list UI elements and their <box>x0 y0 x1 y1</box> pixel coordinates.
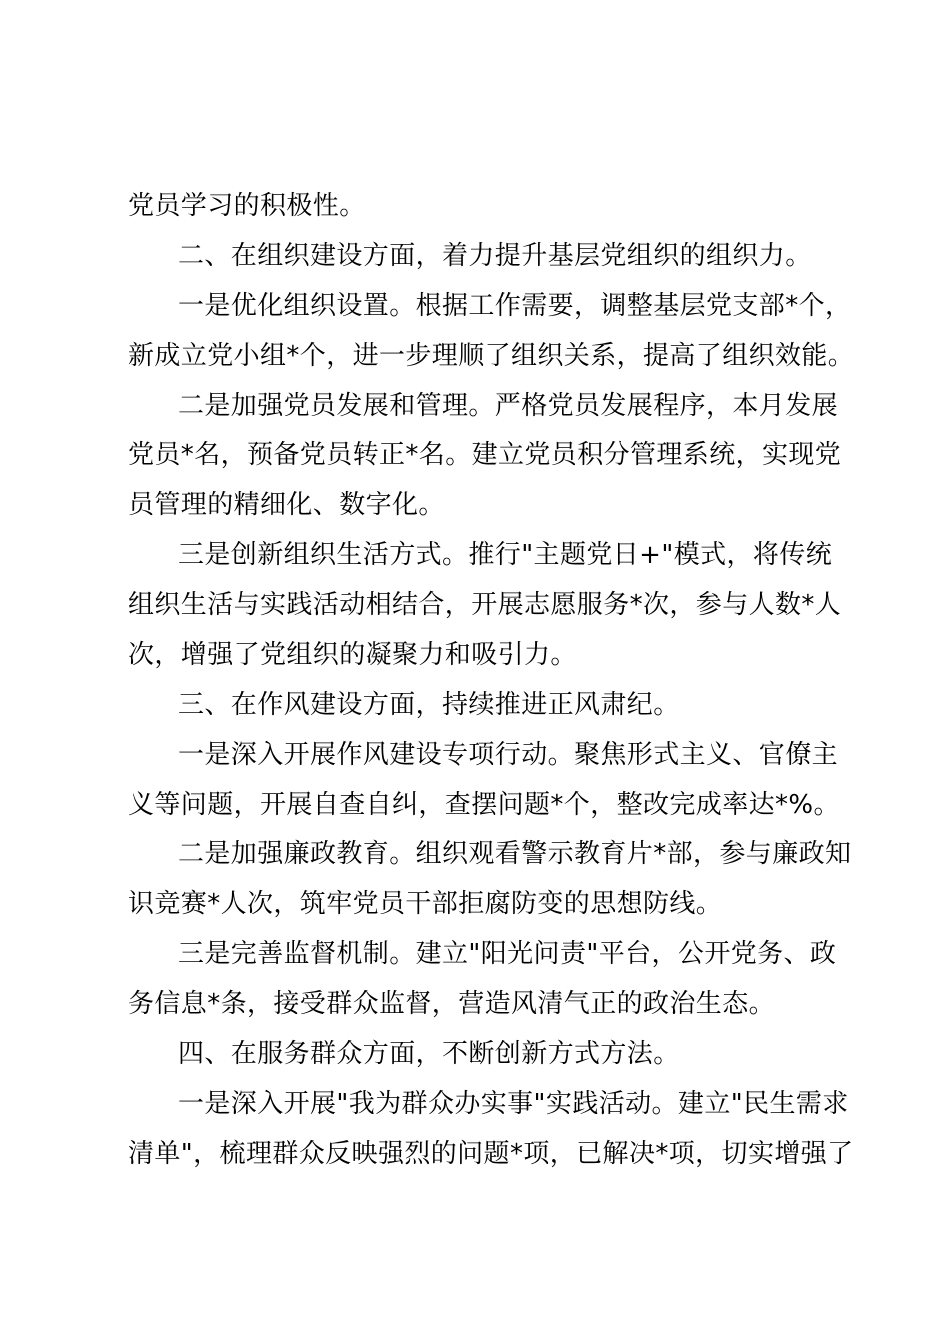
text-line: 清单"，梳理群众反映强烈的问题*项，已解决*项，切实增强了 <box>128 1139 854 1169</box>
text-line: 一是优化组织设置。根据工作需要，调整基层党支部*个， <box>178 291 852 321</box>
section-heading: 二、在组织建设方面，着力提升基层党组织的组织力。 <box>178 241 812 271</box>
text-line: 三是完善监督机制。建立"阳光问责"平台，公开党务、政 <box>178 939 837 969</box>
text-line: 三是创新组织生活方式。推行"主题党日+"模式，将传统 <box>178 540 833 570</box>
text-line: 义等问题，开展自查自纠，查摆问题*个，整改完成率达*%。 <box>128 790 840 820</box>
text-line: 新成立党小组*个，进一步理顺了组织关系，提高了组织效能。 <box>128 341 855 371</box>
text-line: 一是深入开展作风建设专项行动。聚焦形式主义、官僚主 <box>178 740 839 770</box>
section-heading: 四、在服务群众方面，不断创新方式方法。 <box>178 1039 680 1069</box>
text-line: 党员学习的积极性。 <box>128 191 366 221</box>
text-line: 识竞赛*人次，筑牢党员干部拒腐防变的思想防线。 <box>128 889 723 919</box>
text-line: 次，增强了党组织的凝聚力和吸引力。 <box>128 640 577 670</box>
text-line: 党员*名，预备党员转正*名。建立党员积分管理系统，实现党 <box>128 440 842 470</box>
text-line: 二是加强党员发展和管理。严格党员发展程序，本月发展 <box>178 391 839 421</box>
section-heading: 三、在作风建设方面，持续推进正风肃纪。 <box>178 690 680 720</box>
text-line: 员管理的精细化、数字化。 <box>128 490 445 520</box>
text-line: 务信息*条，接受群众监督，营造风清气正的政治生态。 <box>128 989 776 1019</box>
text-line: 二是加强廉政教育。组织观看警示教育片*部，参与廉政知 <box>178 839 852 869</box>
text-line: 组织生活与实践活动相结合，开展志愿服务*次，参与人数*人 <box>128 590 842 620</box>
text-line: 一是深入开展"我为群众办实事"实践活动。建立"民生需求 <box>178 1089 849 1119</box>
